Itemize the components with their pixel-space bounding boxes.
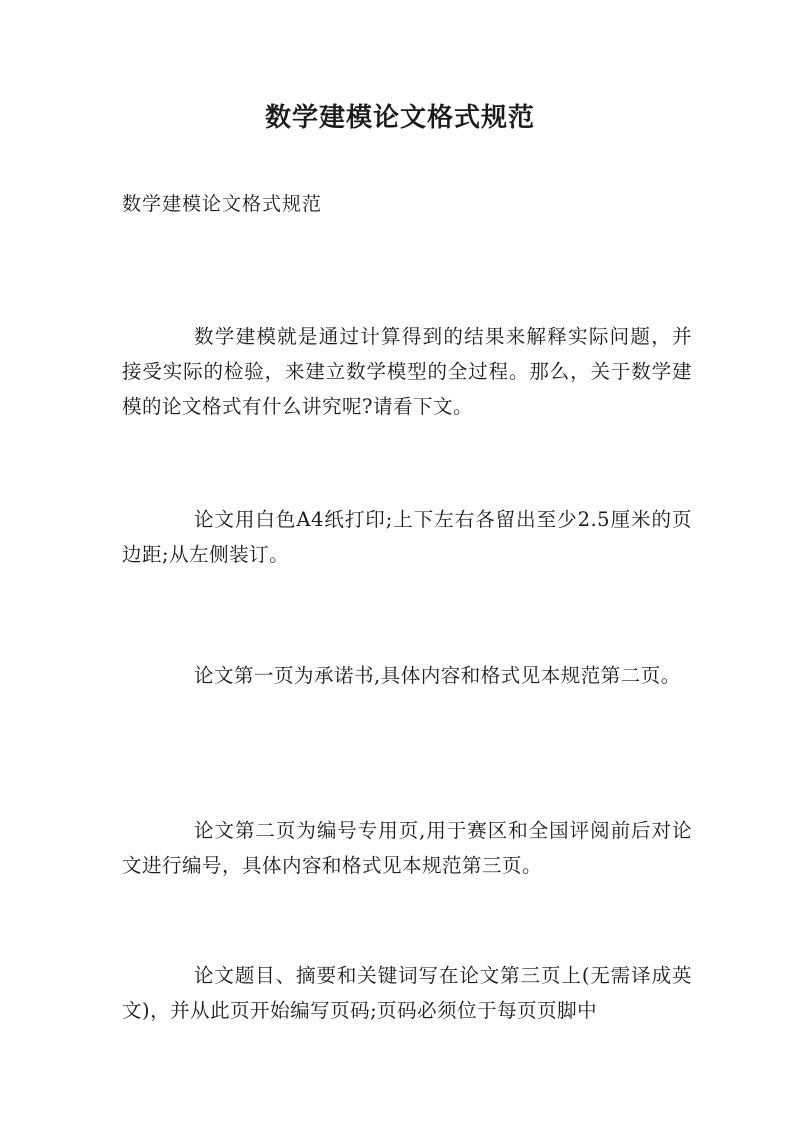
paragraph-first-page: 论文第一页为承诺书,具体内容和格式见本规范第二页。 — [194, 663, 681, 687]
paragraph-second-page: 论文第二页为编号专用页,用于赛区和全国评阅前后对论文进行编号，具体内容和格式见本规范第三页。 — [122, 818, 692, 877]
paragraph-third-page: 论文题目、摘要和关键词写在论文第三页上(无需译成英文)，并从此页开始编写页码;页码必须位于每页页脚中 — [122, 963, 692, 1022]
paragraph-intro: 数学建模就是通过计算得到的结果来解释实际问题，并接受实际的检验，来建立数学模型的全过程。那么，关于数学建模的论文格式有什么讲究呢?请看下文。 — [122, 324, 692, 418]
document-title: 数学建模论文格式规范 — [264, 103, 535, 133]
document-subtitle: 数学建模论文格式规范 — [122, 193, 323, 215]
paragraph-paper-size: 论文用白色A4纸打印;上下左右各留出至少2.5厘米的页边距;从左侧装订。 — [122, 507, 692, 566]
